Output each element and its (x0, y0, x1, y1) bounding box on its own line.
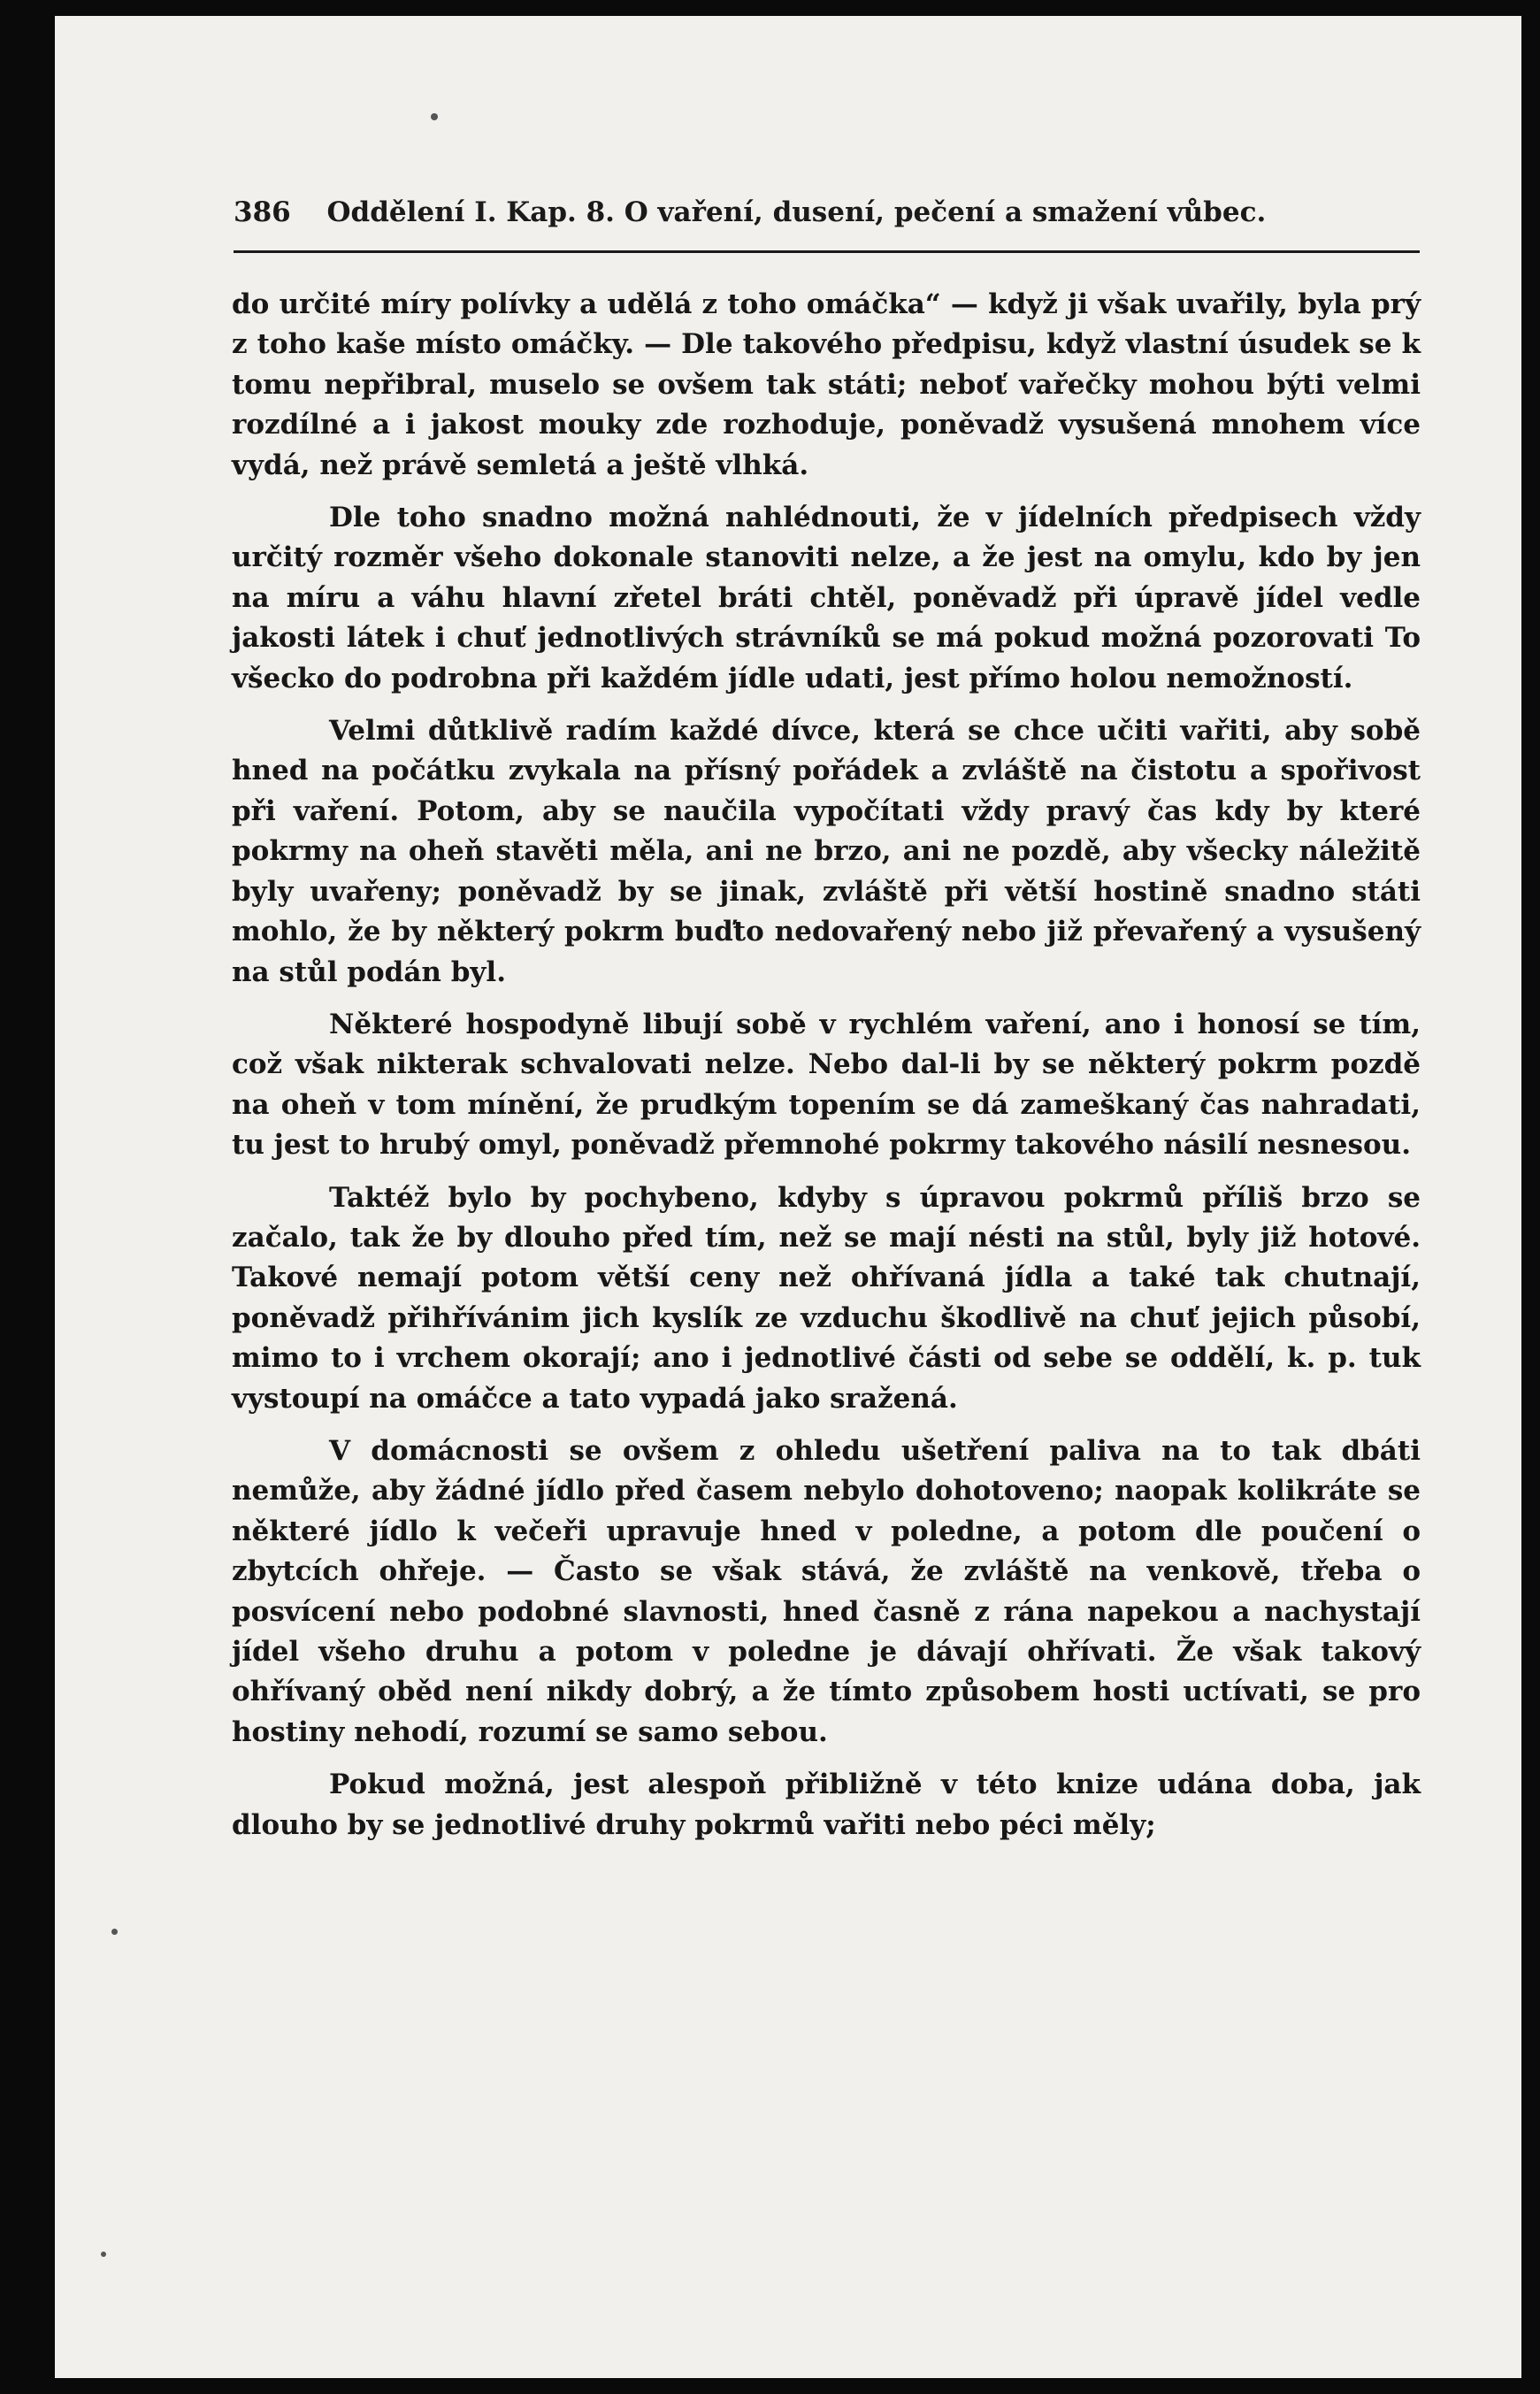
page-number: 386 (234, 196, 291, 228)
running-header (234, 196, 1420, 232)
paragraph-7: Pokud možná, jest alespoň přibližně v této knize udána doba, jak dlouho by se jednotlivé druhy pokrmů vařiti nebo péci měly; (232, 1769, 1421, 1841)
scan-speck (101, 2252, 106, 2257)
paragraph-1: do určité míry polívky a udělá z toho omáčka“ — když ji však uvařily, byla prý z toho kaše místo omáčky. — Dle takového předpisu, když vlastní úsudek se k tomu nepřibral, muselo se ovšem tak státi; neboť vařečky mohou býti velmi rozdílné a i jakost mouky zde rozhoduje, poněvadž vysušená mnohem více vydá, než právě semletá a ještě vlhká. (232, 288, 1421, 481)
paragraph-3: Velmi důtklivě radím každé dívce, která se chce učiti vařiti, aby sobě hned na počátku zvykala na přísný pořádek a zvláště na čistotu a spořivost při vaření. Potom, aby se naučila vypočítati vždy pravý čas kdy by které pokrmy na oheň stavěti měla, ani ne brzo, ani ne pozdě, aby všecky náležitě byly uvařeny; poněvadž by se jinak, zvláště při větší hostině snadno státi mohlo, že by některý pokrm buďto nedovařený nebo již převařený a vysušený na stůl podán byl. (232, 715, 1421, 988)
body-text (232, 285, 1421, 1858)
paragraph-5: Taktéž bylo by pochybeno, kdyby s úpravou pokrmů příliš brzo se začalo, tak že by dlouho před tím, než se mají nésti na stůl, byly již hotové. Takové nemají potom větší ceny než ohřívaná jídla a také tak chutnají, poněvadž přihřívánim jich kyslík ze vzduchu škodlivě na chuť jejich působí, mimo to i vrchem okorají; ano i jednotlivé části od sebe se oddělí, k. p. tuk vystoupí na omáčce a tato vypadá jako sražená. (232, 1181, 1421, 1415)
paragraph-2: Dle toho snadno možná nahlédnouti, že v jídelních předpisech vždy určitý rozměr všeho dokonale stanoviti nelze, a že jest na omylu, kdo by jen na míru a váhu hlavní zřetel bráti chtěl, poněvadž při úpravě jídel vedle jakosti látek i chuť jednotlivých strávníků se má pokud možná pozorovati To všecko do podrobna při každém jídle udati, jest přímo holou nemožností. (232, 502, 1421, 694)
paragraph-4: Některé hospodyně libují sobě v rychlém vaření, ano i honosí se tím, což však nikterak schvalovati nelze. Nebo dal-li by se některý pokrm pozdě na oheň v tom mínění, že prudkým topením se dá zameškaný čas nahradati, tu jest to hrubý omyl, poněvadž přemnohé pokrmy takového násilí nesnesou. (232, 1008, 1421, 1162)
scan-speck (431, 113, 438, 120)
paragraph-6: V domácnosti se ovšem z ohledu ušetření paliva na to tak dbáti nemůže, aby žádné jídlo před časem nebylo dohotoveno; naopak kolikráte se některé jídlo k večeři upravuje hned v poledne, a potom dle poučení o zbytcích ohřeje. — Často se však stává, že zvláště na venkově, třeba o posvícení nebo podobné slavnosti, hned časně z rána napekou a nachystají jídel všeho druhu a potom v poledne je dávají ohřívati. Že však takový ohřívaný oběd není nikdy dobrý, a že tímto způsobem hosti uctívati, se pro hostiny nehodí, rozumí se samo sebou. (232, 1434, 1421, 1748)
scan-speck (111, 1929, 118, 1935)
running-title: Oddělení I. Kap. 8. O vaření, dusení, pečení a smažení vůbec. (326, 196, 1267, 228)
header-rule (234, 250, 1420, 253)
